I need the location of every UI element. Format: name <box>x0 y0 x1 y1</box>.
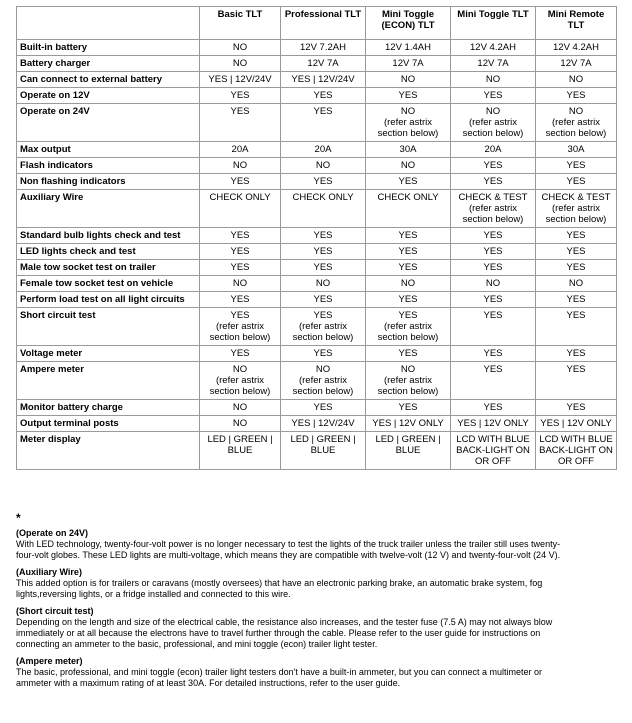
table-cell: NO <box>200 56 281 72</box>
header-cell-mini-toggle-tlt: Mini Toggle TLT <box>451 7 536 40</box>
note-body: With LED technology, twenty-four-volt power is no longer necessary to test the lights of the truck trailer unless the trailer still uses twenty- four-volt globes. These LED lights are multi-voltage, which means they are compatible with twelve-volt (12 V) and twenty-four-volt (24 V). <box>16 539 561 560</box>
table-cell: NO <box>281 276 366 292</box>
table-cell: 12V 1.4AH <box>366 40 451 56</box>
table-cell: YES <box>200 244 281 260</box>
table-cell: YES | 12V ONLY <box>451 416 536 432</box>
table-cell: YES <box>366 260 451 276</box>
row-label: Female tow socket test on vehicle <box>17 276 200 292</box>
header-cell-empty <box>17 7 200 40</box>
table-cell: 20A <box>451 142 536 158</box>
table-cell: 30A <box>366 142 451 158</box>
table-cell: YES <box>281 174 366 190</box>
table-cell: 30A <box>536 142 617 158</box>
row-label: Auxiliary Wire <box>17 190 200 228</box>
table-cell: NO <box>200 276 281 292</box>
table-row <box>17 56 617 72</box>
table-cell: YES <box>536 228 617 244</box>
table-cell: LED | GREEN | BLUE <box>366 432 451 470</box>
table-cell: CHECK & TEST (refer astrix section below) <box>451 190 536 228</box>
table-cell: CHECK ONLY <box>366 190 451 228</box>
table-cell: YES (refer astrix section below) <box>366 308 451 346</box>
table-row <box>17 40 617 56</box>
table-cell: NO <box>366 158 451 174</box>
table-row <box>17 416 617 432</box>
table-cell: LCD WITH BLUE BACK-LIGHT ON OR OFF <box>451 432 536 470</box>
row-label: Max output <box>17 142 200 158</box>
table-cell: YES <box>366 174 451 190</box>
table-row <box>17 308 617 346</box>
table-row <box>17 190 617 228</box>
row-label: Non flashing indicators <box>17 174 200 190</box>
table-row <box>17 174 617 190</box>
table-cell: YES <box>200 104 281 142</box>
table-row <box>17 158 617 174</box>
row-label: Built-in battery <box>17 40 200 56</box>
row-label: Output terminal posts <box>17 416 200 432</box>
note-ampere-meter <box>16 656 616 689</box>
table-cell: NO <box>451 72 536 88</box>
table-cell: YES <box>536 174 617 190</box>
table-cell: YES <box>281 400 366 416</box>
table-cell: YES <box>536 244 617 260</box>
table-cell: YES <box>451 174 536 190</box>
table-cell: YES <box>366 346 451 362</box>
table-cell: CHECK ONLY <box>281 190 366 228</box>
table-cell: YES | 12V/24V <box>281 416 366 432</box>
table-cell: NO <box>281 158 366 174</box>
note-auxiliary-wire <box>16 567 616 600</box>
table-row <box>17 292 617 308</box>
table-cell: LED | GREEN | BLUE <box>281 432 366 470</box>
table-cell: 12V 4.2AH <box>451 40 536 56</box>
row-label: Can connect to external battery <box>17 72 200 88</box>
table-cell: NO <box>366 276 451 292</box>
table-row <box>17 276 617 292</box>
table-cell: NO (refer astrix section below) <box>366 104 451 142</box>
table-cell: LCD WITH BLUE BACK-LIGHT ON OR OFF <box>536 432 617 470</box>
table-cell: YES <box>366 228 451 244</box>
table-cell: 12V 7.2AH <box>281 40 366 56</box>
table-cell: NO (refer astrix section below) <box>281 362 366 400</box>
table-row <box>17 104 617 142</box>
table-cell: YES <box>200 174 281 190</box>
table-cell: NO <box>451 276 536 292</box>
asterisk-marker: * <box>16 511 21 525</box>
table-cell: YES <box>281 88 366 104</box>
table-cell: YES | 12V ONLY <box>536 416 617 432</box>
note-title: (Operate on 24V) <box>16 528 89 538</box>
note-body: Depending on the length and size of the electrical cable, the resistance also increases, and the tester fuse (7.5 A) may not always blow immediately or at all because the electrons have to travel further through the cable. Please refer to the user guide for instructions on connecting an ammeter to the basic, professional, and mini toggle (econ) trailer light tester. <box>16 617 553 649</box>
table-cell: YES <box>366 88 451 104</box>
table-cell: YES <box>536 260 617 276</box>
table-cell: NO <box>200 158 281 174</box>
header-cell-mini-remote-tlt: Mini Remote TLT <box>536 7 617 40</box>
note-short-circuit-test <box>16 606 616 650</box>
note-body: The basic, professional, and mini toggle (econ) trailer light testers don't have a built-in ammeter, but you can connect a multimeter or ammeter with a maximum rating of at least 30A. For detailed instructions, refer to the user guide. <box>16 667 542 688</box>
table-cell: NO (refer astrix section below) <box>536 104 617 142</box>
comparison-table <box>16 6 617 470</box>
table-cell: YES <box>536 88 617 104</box>
table-cell: YES <box>451 260 536 276</box>
table-cell: YES <box>536 346 617 362</box>
row-label: Perform load test on all light circuits <box>17 292 200 308</box>
table-cell: NO <box>200 40 281 56</box>
table-cell: 12V 7A <box>536 56 617 72</box>
table-cell: NO (refer astrix section below) <box>200 362 281 400</box>
table-cell: NO <box>536 276 617 292</box>
table-cell: YES <box>451 88 536 104</box>
table-cell: YES <box>281 292 366 308</box>
table-cell: NO <box>536 72 617 88</box>
table-row <box>17 432 617 470</box>
table-cell: YES <box>536 292 617 308</box>
table-cell: YES <box>451 308 536 346</box>
row-label: Standard bulb lights check and test <box>17 228 200 244</box>
table-cell: CHECK & TEST (refer astrix section below) <box>536 190 617 228</box>
table-cell: NO (refer astrix section below) <box>451 104 536 142</box>
header-cell-professional-tlt: Professional TLT <box>281 7 366 40</box>
table-row <box>17 244 617 260</box>
table-row <box>17 346 617 362</box>
table-cell: YES <box>451 400 536 416</box>
table-cell: YES <box>200 292 281 308</box>
table-cell: CHECK ONLY <box>200 190 281 228</box>
row-label: LED lights check and test <box>17 244 200 260</box>
table-cell: YES <box>200 260 281 276</box>
row-label: Ampere meter <box>17 362 200 400</box>
table-row <box>17 228 617 244</box>
note-title: (Auxiliary Wire) <box>16 567 82 577</box>
table-cell: YES <box>281 228 366 244</box>
notes-section <box>16 512 616 695</box>
table-cell: 20A <box>281 142 366 158</box>
table-cell: 20A <box>200 142 281 158</box>
table-cell: YES <box>451 158 536 174</box>
table-cell: 12V 7A <box>366 56 451 72</box>
row-label: Battery charger <box>17 56 200 72</box>
table-cell: 12V 7A <box>281 56 366 72</box>
table-cell: YES | 12V/24V <box>281 72 366 88</box>
table-cell: YES <box>281 346 366 362</box>
note-operate-24v <box>16 528 616 561</box>
table-row <box>17 72 617 88</box>
row-label: Meter display <box>17 432 200 470</box>
table-cell: YES <box>536 400 617 416</box>
table-cell: YES (refer astrix section below) <box>281 308 366 346</box>
table-row <box>17 142 617 158</box>
row-label: Monitor battery charge <box>17 400 200 416</box>
table-cell: LED | GREEN | BLUE <box>200 432 281 470</box>
table-cell: YES <box>200 88 281 104</box>
table-cell: 12V 4.2AH <box>536 40 617 56</box>
row-label: Operate on 24V <box>17 104 200 142</box>
table-row <box>17 88 617 104</box>
table-cell: YES <box>200 346 281 362</box>
table-row <box>17 362 617 400</box>
table-cell: NO <box>200 400 281 416</box>
row-label: Short circuit test <box>17 308 200 346</box>
note-title: (Short circuit test) <box>16 606 94 616</box>
table-cell: YES <box>281 244 366 260</box>
table-cell: YES <box>536 362 617 400</box>
table-cell: YES <box>366 400 451 416</box>
table-cell: YES <box>451 228 536 244</box>
table-cell: YES <box>451 244 536 260</box>
table-cell: YES <box>281 260 366 276</box>
table-cell: NO <box>366 72 451 88</box>
table-cell: YES <box>451 292 536 308</box>
row-label: Voltage meter <box>17 346 200 362</box>
row-label: Male tow socket test on trailer <box>17 260 200 276</box>
table-row <box>17 400 617 416</box>
table-header-row <box>17 7 617 40</box>
table-cell: YES <box>536 308 617 346</box>
table-cell: YES (refer astrix section below) <box>200 308 281 346</box>
table-cell: YES <box>366 244 451 260</box>
table-cell: NO (refer astrix section below) <box>366 362 451 400</box>
table-cell: NO <box>200 416 281 432</box>
row-label: Operate on 12V <box>17 88 200 104</box>
table-cell: YES <box>536 158 617 174</box>
table-cell: 12V 7A <box>451 56 536 72</box>
table-cell: YES <box>200 228 281 244</box>
row-label: Flash indicators <box>17 158 200 174</box>
note-body: This added option is for trailers or caravans (mostly oversees) that have an electronic parking brake, an automatic brake system, fog lights,reversing lights, or a fridge installed and connected to this wire. <box>16 578 543 599</box>
table-cell: YES <box>281 104 366 142</box>
header-cell-basic-tlt: Basic TLT <box>200 7 281 40</box>
table-cell: YES | 12V/24V <box>200 72 281 88</box>
header-cell-mini-toggle-econ-tlt: Mini Toggle (ECON) TLT <box>366 7 451 40</box>
note-title: (Ampere meter) <box>16 656 83 666</box>
table-cell: YES <box>366 292 451 308</box>
table-cell: YES <box>451 362 536 400</box>
table-cell: YES <box>451 346 536 362</box>
table-cell: YES | 12V ONLY <box>366 416 451 432</box>
table-row <box>17 260 617 276</box>
